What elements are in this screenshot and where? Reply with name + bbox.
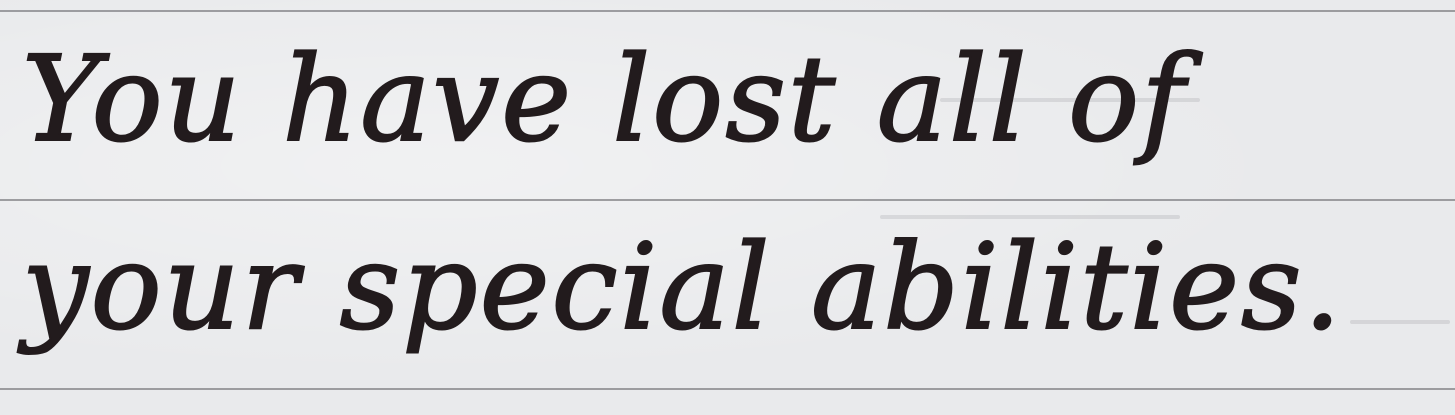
handwritten-line-1: You have lost all of <box>22 30 1187 168</box>
paper-smudge <box>1350 320 1450 324</box>
handwritten-line-2: your special abilities. <box>22 218 1344 356</box>
ruled-line <box>0 388 1455 390</box>
ruled-line <box>0 199 1455 201</box>
ruled-line <box>0 10 1455 12</box>
